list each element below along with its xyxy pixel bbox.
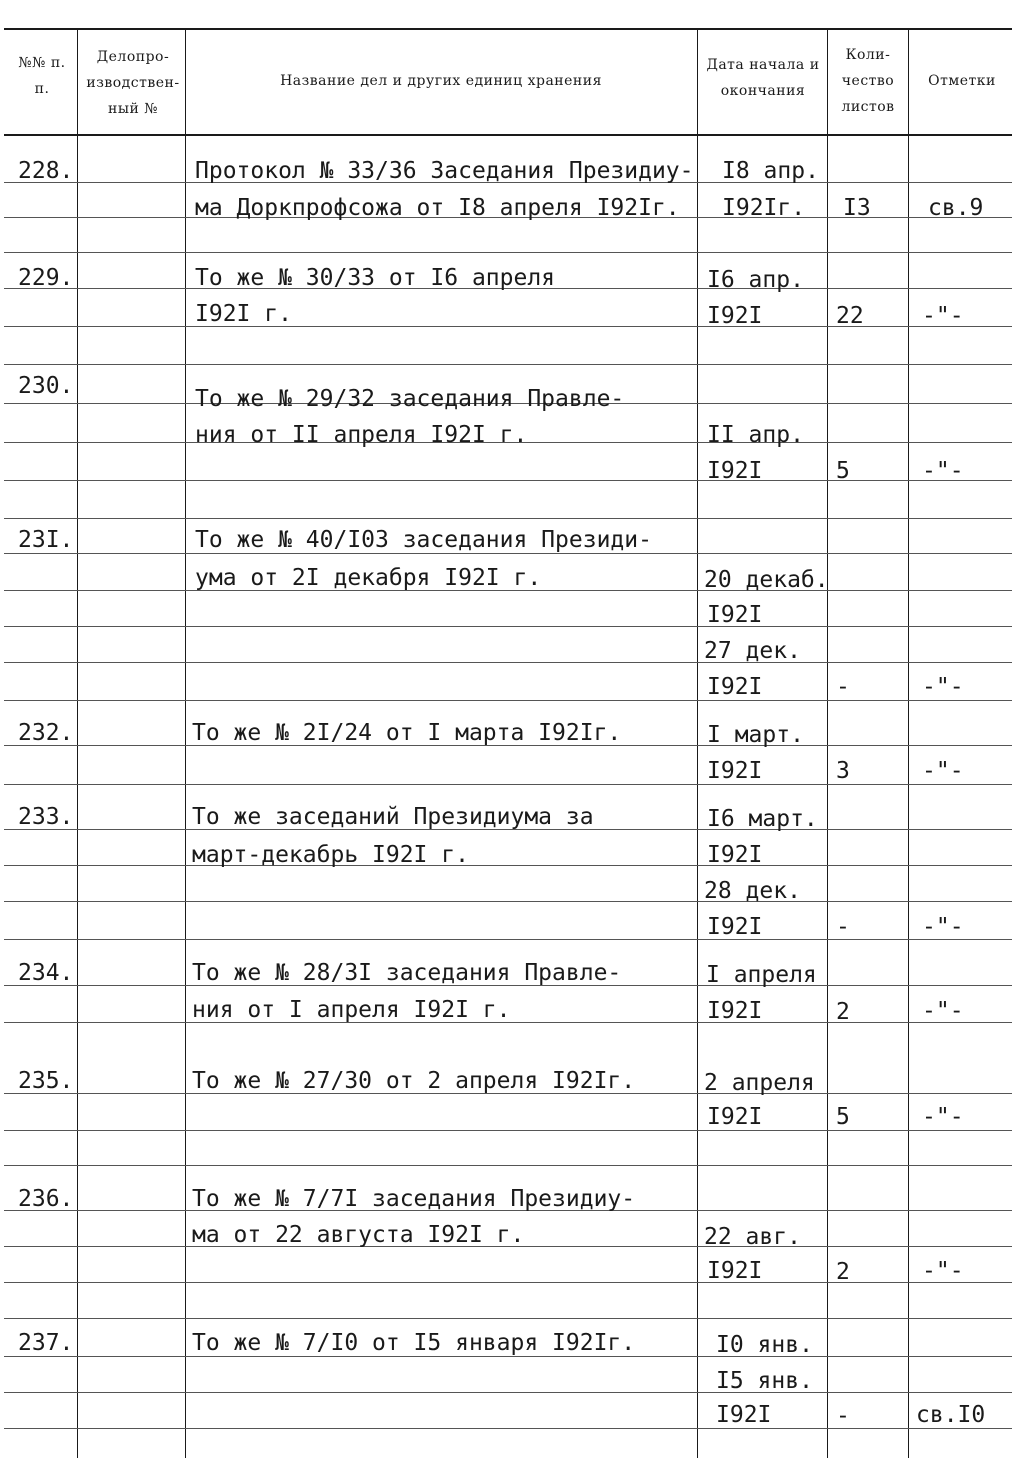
ruled-line (4, 939, 1012, 940)
row-date-line: 28 дек. (704, 878, 801, 904)
ruled-line (4, 252, 1012, 253)
row-title-line: То же № 40/I03 заседания Президи- (195, 527, 652, 553)
header-sheets: Коли- чество листов (841, 47, 895, 115)
header-dates: Дата начала и окончания (706, 57, 820, 99)
row-note: -"- (922, 1258, 964, 1284)
row-sheets: I3 (843, 195, 871, 221)
row-title-line: ума от 2I декабря I92I г. (195, 565, 542, 591)
row-date-line: I92I (707, 998, 763, 1024)
row-date-line: I апреля (706, 962, 817, 988)
row-date-line: II апр. (707, 422, 804, 448)
row-title-line: То же заседаний Президиума за (192, 804, 594, 830)
row-note: св.I0 (916, 1402, 986, 1428)
row-date-line: I0 янв. (716, 1332, 813, 1358)
row-date-line: I92I (707, 303, 763, 329)
row-title-line: ма от 22 августа I92I г. (192, 1222, 525, 1248)
col-rule-1 (77, 30, 78, 1458)
row-date-line: 2 апреля (704, 1070, 815, 1096)
ruled-line (4, 662, 1012, 663)
row-note: -"- (922, 914, 964, 940)
row-note: -"- (922, 758, 964, 784)
row-note: -"- (922, 458, 964, 484)
row-number: 229. (18, 265, 74, 291)
col-rule-4 (827, 30, 828, 1458)
ruled-line (4, 1318, 1012, 1319)
row-date-line: 22 авг. (704, 1224, 801, 1250)
row-title-line: I92I г. (195, 301, 292, 327)
col-rule-5 (908, 30, 909, 1458)
row-number: 235. (18, 1068, 74, 1094)
ruled-line (4, 1392, 1012, 1393)
row-title-line: То же № 30/33 от I6 апреля (195, 265, 556, 291)
ruled-line (4, 1282, 1012, 1283)
row-number: 233. (18, 804, 74, 830)
row-date-line: I6 март. (707, 806, 818, 832)
row-title-line: То же № 2I/24 от I марта I92Iг. (192, 720, 622, 746)
row-number: 232. (18, 720, 74, 746)
row-date-line: I92I (707, 1258, 763, 1284)
header-notes: Отметки (928, 73, 996, 89)
row-date-line: I92I (716, 1402, 772, 1428)
header-office-number: Делопро- изводствен- ный № (86, 49, 180, 117)
row-title-line: ния от II апреля I92I г. (195, 422, 528, 448)
row-sheets: - (836, 1403, 850, 1429)
row-date-line: I92I (707, 1104, 763, 1130)
row-date-line: I92I (707, 914, 763, 940)
row-date-line: I92I (707, 758, 763, 784)
row-title-line: То же № 28/3I заседания Правле- (192, 960, 622, 986)
top-rule (4, 28, 1012, 30)
row-sheets: 2 (836, 1259, 850, 1285)
row-number: 236. (18, 1186, 74, 1212)
row-date-line: I92I (707, 602, 763, 628)
ruled-line (4, 1130, 1012, 1131)
row-date-line: I92I (707, 842, 763, 868)
col-rule-2 (185, 30, 186, 1458)
row-date-line: 27 дек. (704, 638, 801, 664)
row-title-line: То же № 29/32 заседания Правле- (195, 386, 625, 412)
ruled-line (4, 626, 1012, 627)
row-number: 230. (18, 373, 74, 399)
header-num: №№ п. п. (18, 55, 66, 97)
row-sheets: 5 (836, 458, 850, 484)
row-number: 23I. (18, 527, 74, 553)
row-sheets: 22 (836, 303, 864, 329)
row-number: 234. (18, 960, 74, 986)
row-note: -"- (922, 674, 964, 700)
row-date-line: I5 янв. (716, 1368, 813, 1394)
row-note: -"- (922, 998, 964, 1024)
row-note: -"- (922, 303, 964, 329)
ruled-line (4, 364, 1012, 365)
row-date-line: 20 декаб. (704, 567, 829, 593)
row-title-line: То же № 7/I0 от I5 января I92Iг. (192, 1330, 636, 1356)
row-note: св.9 (928, 195, 984, 221)
ruled-line (4, 518, 1012, 519)
row-title-line: То же № 7/7I заседания Президиу- (192, 1186, 636, 1212)
header-title: Название дел и других единиц хранения (280, 73, 602, 89)
row-date-line: I март. (707, 722, 804, 748)
row-date-line: I6 апр. (707, 267, 804, 293)
row-date-line: I92I (707, 674, 763, 700)
row-date-line: I92I (707, 458, 763, 484)
row-sheets: - (836, 914, 850, 940)
row-date-line: I8 апр. (722, 158, 819, 184)
col-rule-3 (697, 30, 698, 1458)
ruled-line (4, 1428, 1012, 1429)
row-title-line: март-декабрь I92I г. (192, 842, 469, 868)
row-title-line: ма Доркпрофсожа от I8 апреля I92Iг. (195, 195, 680, 221)
row-number: 237. (18, 1330, 74, 1356)
row-note: -"- (922, 1104, 964, 1130)
header-rule (4, 134, 1012, 136)
row-sheets: 3 (836, 758, 850, 784)
ruled-line (4, 700, 1012, 701)
ruled-line (4, 784, 1012, 785)
ruled-line (4, 865, 1012, 866)
row-date-line: I92Iг. (722, 195, 806, 221)
row-sheets: - (836, 674, 850, 700)
row-sheets: 2 (836, 999, 850, 1025)
ruled-line (4, 480, 1012, 481)
row-number: 228. (18, 158, 74, 184)
row-title-line: То же № 27/30 от 2 апреля I92Iг. (192, 1068, 636, 1094)
row-sheets: 5 (836, 1104, 850, 1130)
ruled-line (4, 1165, 1012, 1166)
row-title-line: ния от I апреля I92I г. (192, 997, 511, 1023)
row-title-line: Протокол № 33/36 Заседания Президиу- (195, 158, 694, 184)
ruled-line (4, 901, 1012, 902)
